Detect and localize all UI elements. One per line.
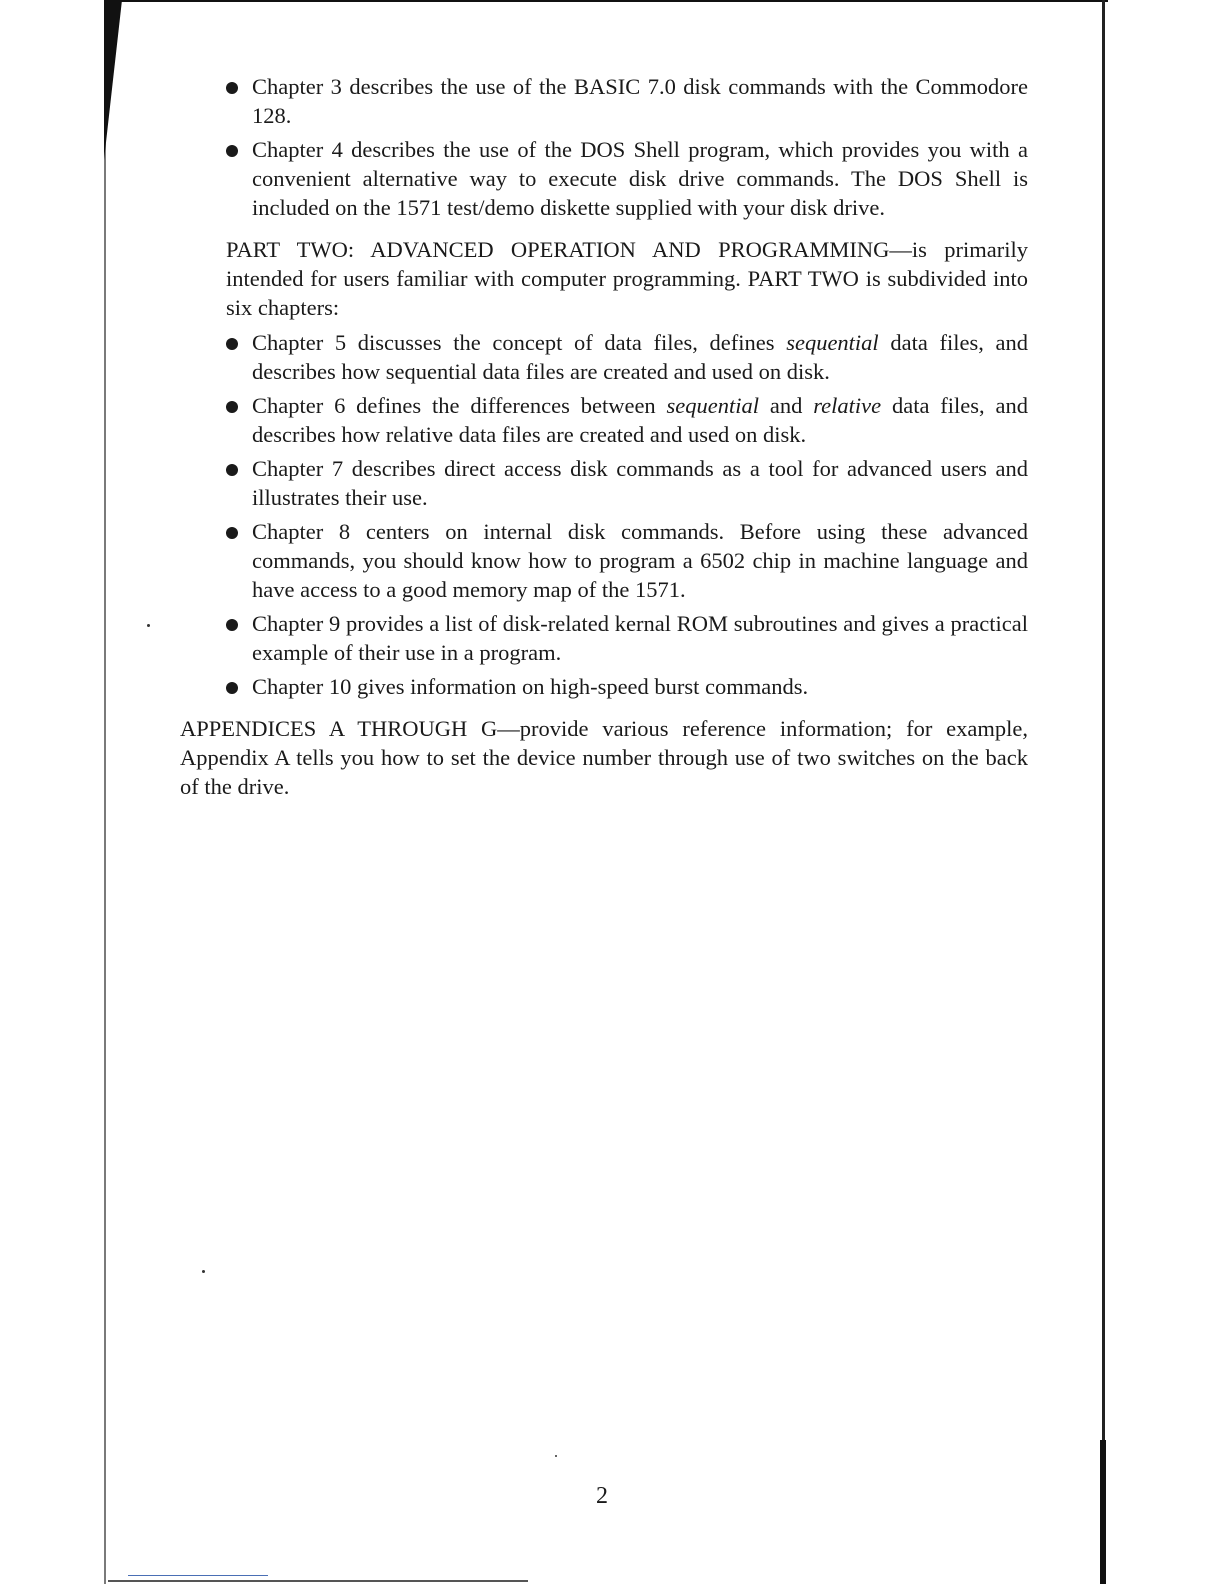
list-item-text: Chapter 7 describes direct access disk commands as a tool for advanced users and illustrates their use. [252,456,1028,510]
bullet-icon [226,145,238,157]
scan-edge-left-shadow [104,0,122,160]
list-item-text: Chapter 8 centers on internal disk commands. Before using these advanced commands, you should know how to program a 6502 chip in machine language and have access to a good memory map of the 1571. [252,519,1028,602]
scan-edge-bottom [108,1580,528,1582]
scan-speck [555,1455,557,1457]
list-item [226,454,1028,512]
list-item [226,135,1028,222]
list-item-text: Chapter 5 discusses the concept of data files, defines sequential data files, and describes how sequential data files are created and used on disk. [252,330,1028,384]
bullet-list-part-two [180,328,1028,701]
scan-edge-right-shadow [1100,1440,1106,1584]
list-item [226,391,1028,449]
scan-edge-bottom-mark [128,1575,268,1576]
list-item [226,672,1028,701]
bullet-icon [226,82,238,94]
list-item-text: Chapter 6 defines the differences between sequential and relative data files, and describes how relative data files are created and used on disk. [252,393,1029,447]
scan-speck [147,624,150,627]
list-item-text: Chapter 10 gives information on high-speed burst commands. [252,674,809,699]
page-number: 2 [596,1483,608,1509]
bullet-icon [226,619,238,631]
list-item-text: Chapter 4 describes the use of the DOS Shell program, which provides you with a convenient alternative way to execute disk drive commands. The DOS Shell is included on the 1571 test/demo diskette supplied with your disk drive. [252,137,1028,220]
part-two-paragraph: PART TWO: ADVANCED OPERATION AND PROGRAMMING—is primarily intended for users familiar with computer programming. PART TWO is subdivided into six chapters: [226,237,1028,320]
emphasis-sequential: sequential [786,330,879,355]
list-item [226,517,1028,604]
bullet-icon [226,401,238,413]
list-item [226,609,1028,667]
list-item [226,72,1028,130]
list-item-text: Chapter 9 provides a list of disk-related kernal ROM subroutines and gives a practical example of their use in a program. [252,611,1028,665]
bullet-icon [226,527,238,539]
emphasis-sequential: sequential [666,393,760,418]
bullet-icon [226,464,238,476]
scan-speck [202,1270,205,1273]
scan-edge-top [108,0,1108,2]
scan-edge-left [104,0,106,1584]
bullet-icon [226,682,238,694]
emphasis-relative: relative [813,393,882,418]
appendices-paragraph: APPENDICES A THROUGH G—provide various reference information; for example, Appendix A tells you how to set the device number through use of two switches on the back of the drive. [180,716,1028,799]
bullet-icon [226,338,238,350]
list-item [226,328,1028,386]
scan-edge-right [1102,0,1105,1584]
list-item-text: Chapter 3 describes the use of the BASIC 7.0 disk commands with the Commodore 128. [252,74,1028,128]
bullet-list-part-one [180,72,1028,222]
page-body [180,72,1028,801]
